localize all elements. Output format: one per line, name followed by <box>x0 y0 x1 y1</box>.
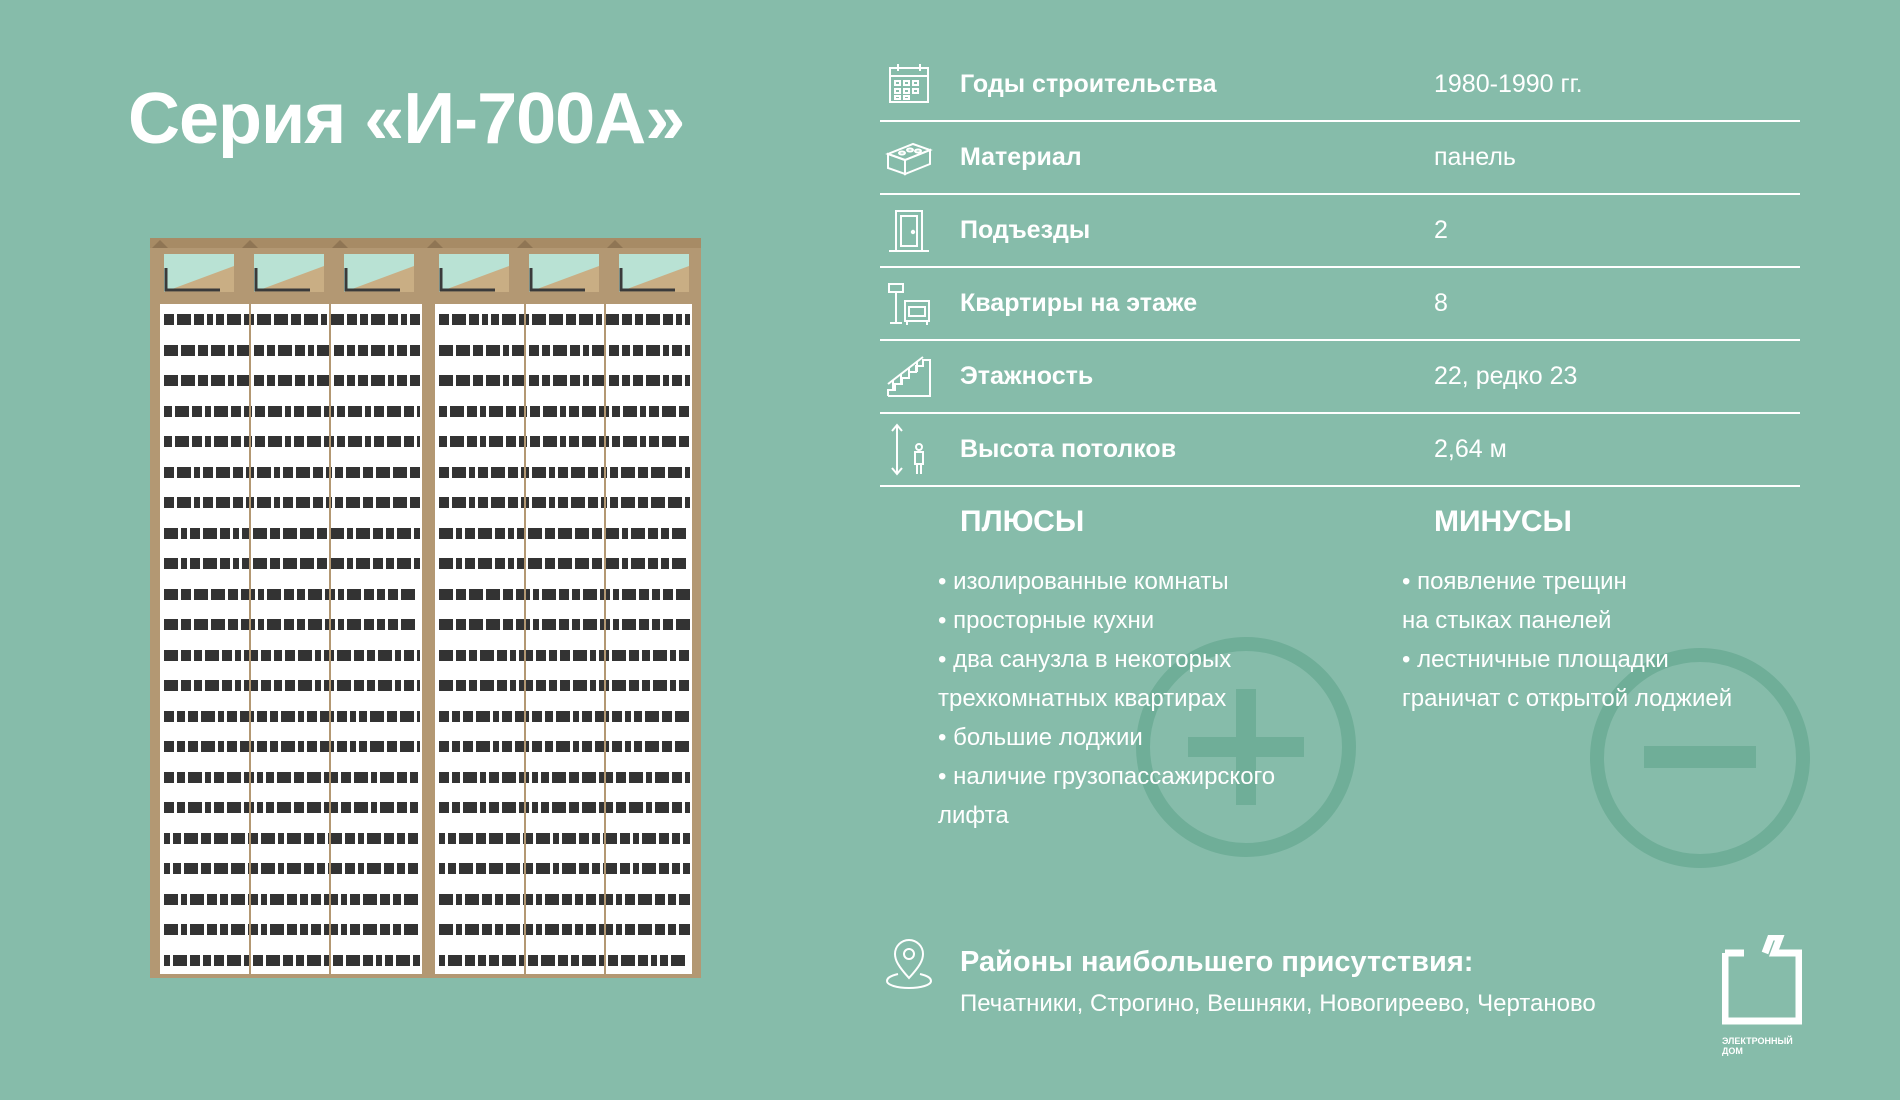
logo-icon <box>1722 935 1802 1025</box>
list-item: • лестничные площадки <box>1402 646 1669 673</box>
spec-value: 1980-1990 гг. <box>1434 69 1583 98</box>
spec-value: 22, редко 23 <box>1434 362 1578 390</box>
page-title: Серия «И-700А» <box>128 79 685 159</box>
list-item: лифта <box>938 802 1009 829</box>
spec-row-floors <box>880 341 1800 414</box>
list-item: • два санузла в некоторых <box>938 646 1232 673</box>
calendar-icon <box>884 59 934 109</box>
cons-title: МИНУСЫ <box>1434 505 1572 538</box>
list-item: на стыках панелей <box>1402 607 1612 634</box>
brick-icon <box>884 133 934 183</box>
pros-title: ПЛЮСЫ <box>960 505 1085 538</box>
location-pin-icon <box>884 938 934 995</box>
spec-label: Годы строительства <box>960 69 1217 98</box>
spec-row-ceiling <box>880 414 1800 487</box>
spec-label: Материал <box>960 143 1082 171</box>
spec-value: панель <box>1434 143 1516 171</box>
list-item: • наличие грузопассажирского <box>938 763 1276 790</box>
pros-list <box>938 562 1275 835</box>
spec-value: 8 <box>1434 289 1448 317</box>
ceiling-height-icon <box>884 425 934 475</box>
spec-row-material <box>880 122 1800 195</box>
furniture-icon <box>884 279 934 329</box>
list-item: • большие лоджии <box>938 724 1143 751</box>
logo-line: ДОМ <box>1722 1046 1743 1056</box>
list-item: граничат с открытой лоджией <box>1402 685 1733 712</box>
list-item: • изолированные комнаты <box>938 568 1229 595</box>
specs-table <box>880 48 1800 487</box>
spec-label: Высота потолков <box>960 435 1177 463</box>
stairs-icon <box>884 352 934 402</box>
spec-label: Квартиры на этаже <box>960 289 1198 317</box>
districts-title: Районы наибольшего присутствия: <box>960 946 1474 978</box>
spec-value: 2,64 м <box>1434 435 1507 463</box>
spec-value: 2 <box>1434 216 1448 244</box>
building-illustration <box>150 238 701 978</box>
spec-row-years <box>880 48 1800 122</box>
spec-label: Этажность <box>960 362 1094 390</box>
list-item: трехкомнатных квартирах <box>938 685 1227 712</box>
logo-text <box>1722 1036 1812 1056</box>
spec-label: Подъезды <box>960 216 1091 244</box>
list-item: • просторные кухни <box>938 607 1155 634</box>
spec-row-entrances <box>880 195 1800 268</box>
list-item: • появление трещин <box>1402 568 1627 595</box>
logo-line: ЭЛЕКТРОННЫЙ <box>1722 1036 1793 1046</box>
spec-row-apartments <box>880 268 1800 341</box>
cons-list <box>1402 562 1732 718</box>
door-icon <box>884 206 934 256</box>
districts-list: Печатники, Строгино, Вешняки, Новогиреево, Чертаново <box>960 990 1596 1017</box>
